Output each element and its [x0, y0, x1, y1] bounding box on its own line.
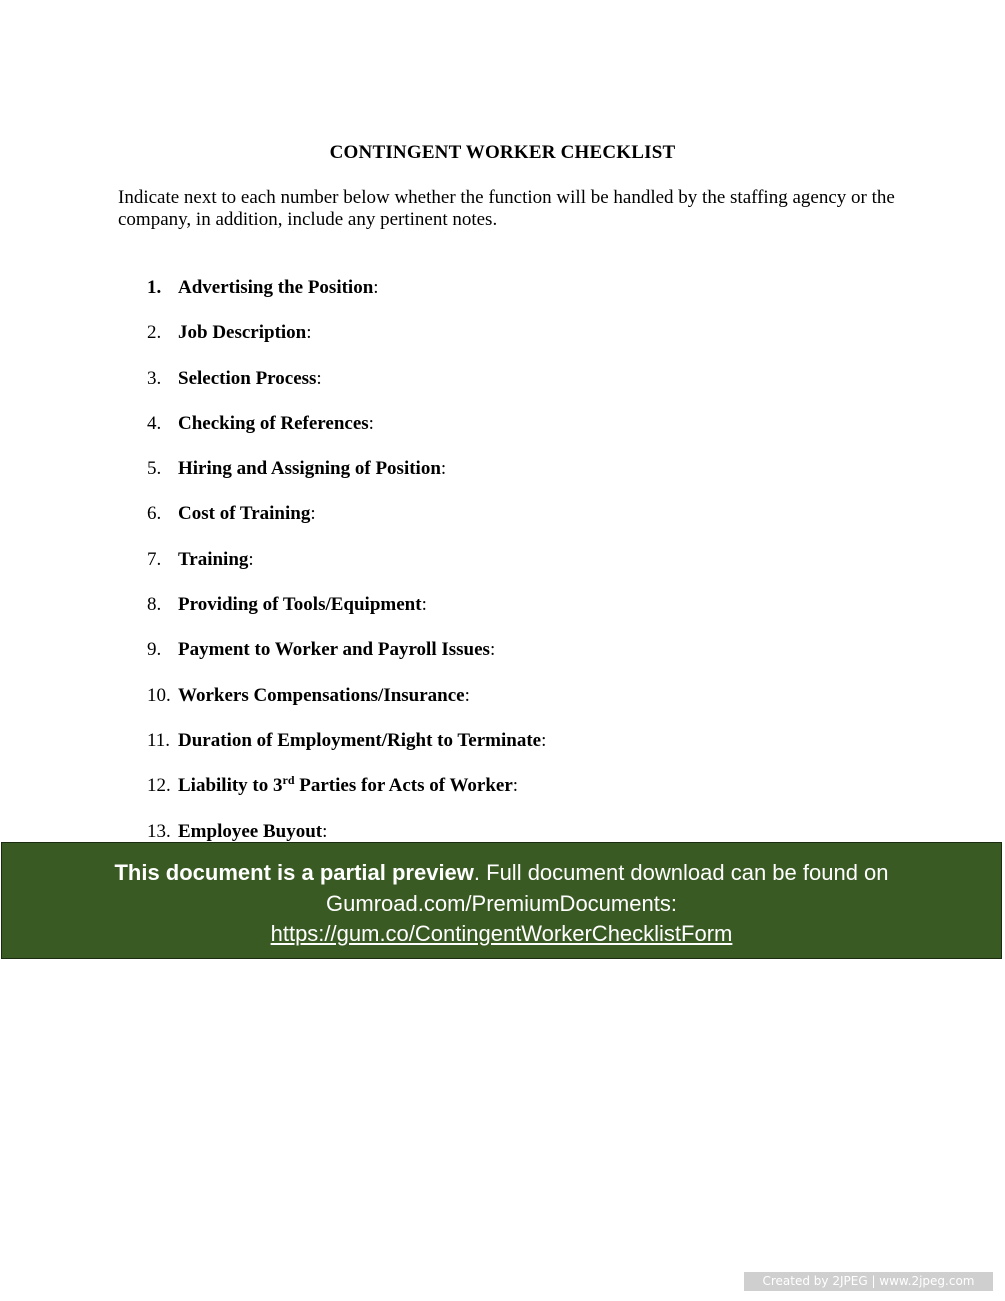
item-colon: :	[541, 729, 547, 751]
item-colon: :	[306, 322, 312, 344]
item-label: Hiring and Assigning of Position	[178, 458, 441, 480]
watermark: Created by 2JPEG | www.2jpeg.com	[744, 1272, 993, 1291]
item-label: Cost of Training	[178, 503, 311, 525]
item-number: 9.	[147, 639, 162, 661]
item-label: Advertising the Position	[178, 277, 374, 298]
list-item	[147, 549, 546, 594]
banner-line-1	[2, 858, 1001, 889]
list-item	[147, 413, 546, 458]
item-colon: :	[368, 412, 374, 434]
item-colon: :	[440, 458, 447, 480]
item-colon: :	[421, 594, 427, 616]
item-number: 3.	[147, 367, 162, 389]
item-colon: :	[248, 548, 254, 570]
item-colon: :	[489, 639, 496, 661]
list-item	[147, 503, 546, 548]
item-number: 12.	[147, 775, 171, 797]
list-item	[147, 639, 546, 684]
item-number: 13.	[147, 820, 171, 842]
item-colon: :	[373, 277, 379, 298]
download-link[interactable]: https://gum.co/ContingentWorkerChecklistForm	[270, 921, 733, 946]
item-colon: :	[512, 775, 519, 797]
item-label: Selection Process	[178, 367, 317, 389]
item-colon: :	[316, 367, 322, 389]
item-label	[178, 775, 513, 796]
list-item	[147, 775, 546, 820]
preview-banner	[1, 842, 1002, 959]
list-item	[147, 277, 546, 322]
item-number: 4.	[147, 412, 162, 434]
list-item	[147, 368, 546, 413]
item-label: Providing of Tools/Equipment	[178, 594, 422, 616]
banner-text: . Full document download can be found on	[473, 860, 889, 885]
banner-line-3	[2, 919, 1001, 950]
item-number: 2.	[147, 322, 162, 344]
page-title: CONTINGENT WORKER CHECKLIST	[329, 142, 676, 163]
item-label: Payment to Worker and Payroll Issues	[178, 639, 490, 661]
item-label: Duration of Employment/Right to Terminate	[178, 729, 542, 751]
list-item	[147, 322, 546, 367]
item-label: Training	[178, 548, 249, 570]
item-number: 11.	[147, 729, 171, 751]
item-colon: :	[464, 684, 470, 706]
item-colon: :	[310, 503, 316, 525]
list-item	[147, 730, 546, 775]
item-label-part: Liability to 3	[178, 775, 283, 797]
item-number: 6.	[147, 503, 162, 525]
checklist	[147, 277, 546, 866]
item-number: 1.	[147, 277, 162, 298]
list-item	[147, 458, 546, 503]
item-label: Employee Buyout	[178, 820, 323, 842]
list-item	[147, 594, 546, 639]
ordinal-superscript: rd	[282, 773, 295, 788]
intro-paragraph: Indicate next to each number below whether the function will be handled by the staffing agency or the company, in addition, include any pertinent notes.	[118, 187, 895, 230]
item-number: 5.	[147, 458, 162, 480]
banner-line-2: Gumroad.com/PremiumDocuments:	[326, 890, 677, 916]
banner-bold-text: This document is a partial preview	[114, 860, 474, 885]
item-label: Workers Compensations/Insurance	[178, 684, 465, 706]
item-label: Job Description	[178, 322, 307, 344]
list-item	[147, 685, 546, 730]
item-colon: :	[322, 820, 328, 842]
item-label: Checking of References	[178, 412, 369, 434]
item-label-part: Parties for Acts of Worker	[294, 775, 513, 797]
item-number: 8.	[147, 594, 162, 616]
item-number: 7.	[147, 548, 162, 570]
item-number: 10.	[147, 684, 171, 706]
